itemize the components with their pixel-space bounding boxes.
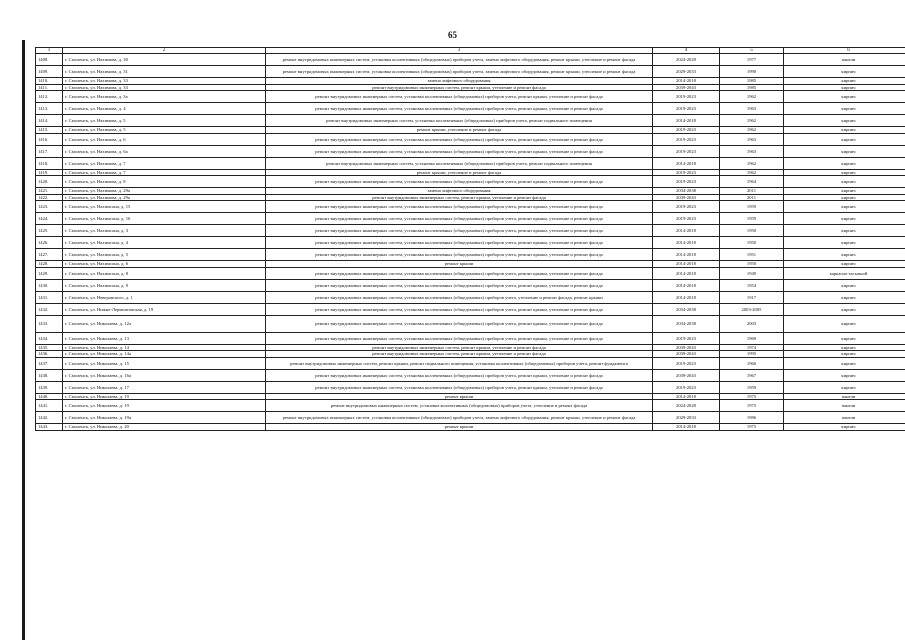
table-row [36,249,905,261]
address-cell: г. Смоленск, ул. Николаева, д. 16а [63,369,266,381]
period-cell: 2034-2038 [653,315,720,332]
table-row [36,279,905,291]
address-cell: г. Смоленск, ул. Нахимсона, д. 9 [63,279,266,291]
works-cell: ремонт внутридомовых инженерных систем, установка коллективных (общедомовых) приборов учета, ремонт крыши, утепление и ремонт фасада [266,303,653,315]
address-cell: г. Смоленск, ул. Николаева, д. 14 [63,344,266,351]
built-year-cell: 2003-2005 [720,303,784,315]
table-row [36,237,905,249]
wall-material-cell: кирпич [784,194,905,201]
table-row [36,267,905,279]
works-cell: ремонт внутридомовых инженерных систем, установка коллективных (общедомовых) приборов учета, ремонт крыши, утепление и ремонт фасада [266,145,653,157]
works-cell: ремонт внутридомовых инженерных систем, установка коллективных (общедомовых) приборов учета, утепление и ремонт фасада [266,400,653,412]
wall-material-cell: панели [784,54,905,66]
built-year-cell: 1962 [720,91,784,103]
row-number: 1417. [36,145,63,157]
wall-material-cell: кирпич [784,127,905,134]
address-cell: г. Смоленск, ул. Нахимова, д. 30 [63,54,266,66]
period-cell: 2029-2033 [653,66,720,78]
works-cell: ремонт внутридомовых инженерных систем, установка коллективных (общедомовых) приборов учета, ремонт подвального помещения [266,115,653,127]
wall-material-cell: кирпич [784,315,905,332]
row-number: 1410. [36,78,63,85]
page-number: 65 [448,30,457,40]
row-number: 1426. [36,237,63,249]
wall-material-cell: кирпич [784,157,905,169]
built-year-cell: 1995 [720,351,784,358]
address-cell: г. Смоленск, ул. Нахимсона, д. 4 [63,237,266,249]
wall-material-cell: кирпич [784,279,905,291]
wall-material-cell: кирпич [784,78,905,85]
works-cell: ремонт внутридомовых инженерных систем, установка коллективных (общедомовых) приборов учета, ремонт подвального помещения [266,157,653,169]
works-cell: ремонт внутридомовых инженерных систем, установка коллективных (общедомовых) приборов учета, ремонт крыши, утепление и ремонт фасада [266,133,653,145]
works-cell: ремонт внутридомовых инженерных систем, ремонт крыши, утепление и ремонт фасада [266,84,653,91]
period-cell: 2019-2023 [653,127,720,134]
period-cell: 2014-2018 [653,249,720,261]
address-cell: г. Смоленск, ул. Нахимсона, д. 8 [63,267,266,279]
period-cell: 2014-2018 [653,279,720,291]
period-cell: 2039-2043 [653,194,720,201]
works-cell: ремонт внутридомовых инженерных систем, установка коллективных (общедомовых) приборов учета, ремонт крыши, утепление и ремонт фасада [266,279,653,291]
wall-material-cell: кирпич [784,213,905,225]
wall-material-cell: кирпич [784,303,905,315]
works-cell: ремонт внутридомовых инженерных систем, установка коллективных (общедомовых) приборов учета, ремонт крыши, утепление и ремонт фасада [266,315,653,332]
period-cell: 2014-2018 [653,261,720,268]
column-header-2: 2 [63,48,266,54]
period-cell: 2039-2043 [653,84,720,91]
address-cell: г. Смоленск, ул. Нахимова, д. 3а [63,91,266,103]
row-number: 1429. [36,267,63,279]
address-cell: г. Смоленск, ул. Николаева, д. 12а [63,315,266,332]
works-cell: ремонт внутридомовых инженерных систем, установка коллективных (общедомовых) приборов учета, ремонт крыши, утепление и ремонт фасада [266,103,653,115]
row-number: 1418. [36,157,63,169]
table-row [36,225,905,237]
built-year-cell: 1975 [720,424,784,431]
built-year-cell: 2003 [720,315,784,332]
wall-material-cell: кирпич [784,176,905,188]
column-header-6: 6 [784,48,905,54]
wall-material-cell: кирпич [784,225,905,237]
built-year-cell: 1959 [720,381,784,393]
address-cell: г. Смоленск, ул. Нахимова, д. 31 [63,66,266,78]
column-header-5: 5 [720,48,784,54]
built-year-cell: 1950 [720,237,784,249]
period-cell: 2024-2028 [653,54,720,66]
works-cell: ремонт внутридомовых инженерных систем, ремонт крыши, ремонт подвального помещения, установка коллективных (общедомовых) приборов учета, ремонт фундамента [266,357,653,369]
built-year-cell: 1986 [720,412,784,424]
row-number: 1424. [36,213,63,225]
address-cell: г. Смоленск, ул. Нахимова, д. 5 [63,127,266,134]
works-cell: ремонт крыши [266,424,653,431]
table-row [36,54,905,66]
row-number: 1441. [36,400,63,412]
wall-material-cell: кирпич [784,133,905,145]
built-year-cell: 1963 [720,133,784,145]
row-number: 1439. [36,381,63,393]
wall-material-cell: кирпич [784,145,905,157]
table-row [36,133,905,145]
table-row [36,176,905,188]
address-cell: г. Смоленск, ул. Николаева, д. 19 [63,400,266,412]
built-year-cell: 1950 [720,261,784,268]
wall-material-cell: кирпич [784,103,905,115]
wall-material-cell: кирпич [784,291,905,303]
address-cell: г. Смоленск, ул. Николаева, д. 17 [63,381,266,393]
wall-material-cell: кирпич [784,115,905,127]
address-cell: г. Смоленск, ул. Николаева, д. 14а [63,351,266,358]
row-number: 1408. [36,54,63,66]
row-number: 1416. [36,133,63,145]
period-cell: 2039-2043 [653,351,720,358]
wall-material-cell: кирпич [784,237,905,249]
works-cell: ремонт внутридомовых инженерных систем, ремонт крыши, утепление и ремонт фасада [266,351,653,358]
row-number: 1409. [36,66,63,78]
address-cell: г. Смоленск, ул. Николаева, д. 13 [63,332,266,344]
address-cell: г. Смоленск, ул. Нахимова, д. 7 [63,157,266,169]
built-year-cell: 1962 [720,169,784,176]
built-year-cell: 2011 [720,188,784,195]
period-cell: 2014-2018 [653,157,720,169]
works-cell: ремонт внутридомовых инженерных систем, установка коллективных (общедомовых) приборов учета, замена лифтового оборудования, ремонт крыши, утепление и ремонт фасада [266,54,653,66]
row-number: 1437. [36,357,63,369]
row-number: 1442. [36,412,63,424]
built-year-cell: 1969 [720,332,784,344]
wall-material-cell: панели [784,412,905,424]
period-cell: 2019-2023 [653,169,720,176]
row-number: 1438. [36,369,63,381]
address-cell: г. Смоленск, ул. Нахимова, д. 29а [63,188,266,195]
wall-material-cell: кирпич [784,66,905,78]
row-number: 1431. [36,291,63,303]
row-number: 1443. [36,424,63,431]
wall-material-cell: каркасно-засыпной [784,267,905,279]
row-number: 1411. [36,84,63,91]
built-year-cell: 1964 [720,176,784,188]
address-cell: г. Смоленск, ул. Нахимова, д. 6 [63,133,266,145]
row-number: 1414. [36,115,63,127]
built-year-cell: 1950 [720,225,784,237]
row-number: 1425. [36,225,63,237]
works-cell: ремонт внутридомовых инженерных систем, установка коллективных (общедомовых) приборов учета, замена лифтового оборудования, ремонт крыши, утепление и ремонт фасада [266,66,653,78]
period-cell: 2034-2038 [653,303,720,315]
built-year-cell: 1959 [720,201,784,213]
wall-material-cell: кирпич [784,332,905,344]
table-row [36,381,905,393]
built-year-cell: 1975 [720,393,784,400]
built-year-cell: 1949 [720,267,784,279]
row-number: 1421. [36,188,63,195]
address-cell: г. Смоленск, ул. Нахимова, д. 8 [63,176,266,188]
table-row [36,66,905,78]
address-cell: г. Смоленск, ул. Нахимова, д. 29а [63,194,266,201]
wall-material-cell: кирпич [784,91,905,103]
row-number: 1412. [36,91,63,103]
works-cell: ремонт внутридомовых инженерных систем, установка коллективных (общедомовых) приборов учета, ремонт крыши, утепление и ремонт фасада [266,267,653,279]
table-row [36,357,905,369]
built-year-cell: 1985 [720,84,784,91]
scan-margin-bar [22,40,25,640]
works-cell: ремонт внутридомовых инженерных систем, ремонт крыши, утепление и ремонт фасада [266,194,653,201]
period-cell: 2014-2018 [653,237,720,249]
row-number: 1413. [36,103,63,115]
built-year-cell: 1917 [720,291,784,303]
built-year-cell: 1974 [720,344,784,351]
address-cell: г. Смоленск, ул. Николаева, д. 19 [63,393,266,400]
built-year-cell: 1975 [720,400,784,412]
period-cell: 2014-2018 [653,225,720,237]
wall-material-cell: кирпич [784,369,905,381]
row-number: 1427. [36,249,63,261]
table-row [36,115,905,127]
address-cell: г. Смоленск, ул. Нахимсона, д. 16 [63,213,266,225]
works-cell: ремонт внутридомовых инженерных систем, ремонт крыши, утепление и ремонт фасада [266,344,653,351]
address-cell: г. Смоленск, ул. Нахимсона, д. 15 [63,201,266,213]
wall-material-cell: кирпич [784,84,905,91]
column-header-3: 3 [266,48,653,54]
period-cell: 2014-2018 [653,291,720,303]
wall-material-cell: кирпич [784,381,905,393]
wall-material-cell: кирпич [784,188,905,195]
row-number: 1432. [36,303,63,315]
table-row [36,213,905,225]
row-number: 1422. [36,194,63,201]
row-number: 1430. [36,279,63,291]
address-cell: г. Смоленск, ул. Нахимсона, д. 5 [63,249,266,261]
row-number: 1435. [36,344,63,351]
row-number: 1433. [36,315,63,332]
works-cell: ремонт внутридомовых инженерных систем, установка коллективных (общедомовых) приборов учета, замена лифтового оборудования, ремонт крыши, утепление и ремонт фасада [266,412,653,424]
wall-material-cell: кирпич [784,344,905,351]
wall-material-cell: кирпич [784,424,905,431]
built-year-cell: 2011 [720,194,784,201]
table-row [36,91,905,103]
works-cell: ремонт внутридомовых инженерных систем, установка коллективных (общедомовых) приборов учета, ремонт крыши, утепление и ремонт фасада [266,237,653,249]
column-header-4: 4 [653,48,720,54]
works-cell: ремонт внутридомовых инженерных систем, установка коллективных (общедомовых) приборов учета, ремонт крыши, утепление и ремонт фасада [266,381,653,393]
address-cell: г. Смоленск, ул. Николаева, д. 15 [63,357,266,369]
built-year-cell: 1985 [720,78,784,85]
table-row [36,424,905,431]
table-row [36,400,905,412]
table-row [36,315,905,332]
works-cell: замена лифтового оборудования [266,78,653,85]
period-cell: 2014-2018 [653,115,720,127]
works-cell: ремонт внутридомовых инженерных систем, установка коллективных (общедомовых) приборов учета, ремонт крыши, утепление и ремонт фасада [266,369,653,381]
works-cell: ремонт крыши, утепление и ремонт фасада [266,127,653,134]
period-cell: 2014-2018 [653,424,720,431]
table-row [36,303,905,315]
built-year-cell: 1962 [720,115,784,127]
built-year-cell: 1959 [720,213,784,225]
wall-material-cell: панели [784,393,905,400]
built-year-cell: 1962 [720,127,784,134]
period-cell: 2014-2018 [653,393,720,400]
built-year-cell: 1990 [720,66,784,78]
works-cell: ремонт крыши [266,393,653,400]
wall-material-cell: кирпич [784,201,905,213]
address-cell: г. Смоленск, ул. Нижне-Лермонтовская, д. 19 [63,303,266,315]
period-cell: 2039-2043 [653,369,720,381]
period-cell: 2019-2023 [653,176,720,188]
row-number: 1434. [36,332,63,344]
row-number: 1423. [36,201,63,213]
built-year-cell: 1954 [720,279,784,291]
period-cell: 2019-2023 [653,357,720,369]
works-cell: замена лифтового оборудования [266,188,653,195]
period-cell: 2014-2018 [653,78,720,85]
address-cell: г. Смоленск, ул. Неверовского, д. 1 [63,291,266,303]
address-cell: г. Смоленск, ул. Николаева, д. 19а [63,412,266,424]
row-number: 1420. [36,176,63,188]
works-cell: ремонт крыши, утепление и ремонт фасада [266,169,653,176]
wall-material-cell: кирпич [784,351,905,358]
address-cell: г. Смоленск, ул. Николаева, д. 20 [63,424,266,431]
table-row [36,201,905,213]
period-cell: 2019-2023 [653,133,720,145]
row-number: 1419. [36,169,63,176]
wall-material-cell: кирпич [784,249,905,261]
period-cell: 2039-2043 [653,344,720,351]
row-number: 1428. [36,261,63,268]
built-year-cell: 1963 [720,145,784,157]
period-cell: 2029-2033 [653,412,720,424]
wall-material-cell: кирпич [784,261,905,268]
period-cell: 2034-2038 [653,188,720,195]
period-cell: 2019-2023 [653,332,720,344]
address-cell: г. Смоленск, ул. Нахимова, д. 33 [63,78,266,85]
works-cell: ремонт внутридомовых инженерных систем, установка коллективных (общедомовых) приборов учета, ремонт крыши, утепление и ремонт фасада [266,91,653,103]
table-row [36,332,905,344]
row-number: 1440. [36,393,63,400]
table-row [36,369,905,381]
address-cell: г. Смоленск, ул. Нахимова, д. 4 [63,103,266,115]
table-row [36,412,905,424]
table-row [36,291,905,303]
period-cell: 2019-2023 [653,213,720,225]
works-cell: ремонт внутридомовых инженерных систем, установка коллективных (общедомовых) приборов учета, ремонт крыши, утепление и ремонт фасада [266,249,653,261]
period-cell: 2019-2023 [653,201,720,213]
built-year-cell: 1977 [720,54,784,66]
table-row [36,103,905,115]
period-cell: 2019-2023 [653,103,720,115]
period-cell: 2019-2023 [653,91,720,103]
works-cell: ремонт внутридомовых инженерных систем, установка коллективных (общедомовых) приборов учета, ремонт крыши, утепление и ремонт фасада [266,225,653,237]
period-cell: 2014-2018 [653,267,720,279]
period-cell: 2019-2023 [653,381,720,393]
address-cell: г. Смоленск, ул. Нахимсона, д. 3 [63,225,266,237]
built-year-cell: 1963 [720,103,784,115]
works-cell: ремонт внутридомовых инженерных систем, установка коллективных (общедомовых) приборов учета, ремонт крыши, утепление и ремонт фасада [266,213,653,225]
housing-register-table [35,47,905,431]
table-row [36,145,905,157]
works-cell: ремонт внутридомовых инженерных систем, установка коллективных (общедомовых) приборов учета, утепление и ремонт фасада, ремонт крыши [266,291,653,303]
address-cell: г. Смоленск, ул. Нахимова, д. 7 [63,169,266,176]
works-cell: ремонт крыши [266,261,653,268]
address-cell: г. Смоленск, ул. Нахимсона, д. 6 [63,261,266,268]
row-number: 1436. [36,351,63,358]
works-cell: ремонт внутридомовых инженерных систем, установка коллективных (общедомовых) приборов учета, ремонт крыши, утепление и ремонт фасада [266,201,653,213]
table-row [36,157,905,169]
built-year-cell: 1951 [720,249,784,261]
address-cell: г. Смоленск, ул. Нахимова, д. 5 [63,115,266,127]
period-cell: 2024-2028 [653,400,720,412]
built-year-cell: 1960 [720,357,784,369]
wall-material-cell: панели [784,400,905,412]
address-cell: г. Смоленск, ул. Нахимова, д. 33 [63,84,266,91]
built-year-cell: 1962 [720,157,784,169]
built-year-cell: 1967 [720,369,784,381]
period-cell: 2019-2023 [653,145,720,157]
works-cell: ремонт внутридомовых инженерных систем, установка коллективных (общедомовых) приборов учета, ремонт крыши, утепление и ремонт фасада [266,332,653,344]
table-body [36,54,905,431]
address-cell: г. Смоленск, ул. Нахимова, д. 6а [63,145,266,157]
wall-material-cell: кирпич [784,169,905,176]
wall-material-cell: кирпич [784,357,905,369]
row-number: 1415. [36,127,63,134]
column-header-1: 1 [36,48,63,54]
works-cell: ремонт внутридомовых инженерных систем, установка коллективных (общедомовых) приборов учета, ремонт крыши, утепление и ремонт фасада [266,176,653,188]
